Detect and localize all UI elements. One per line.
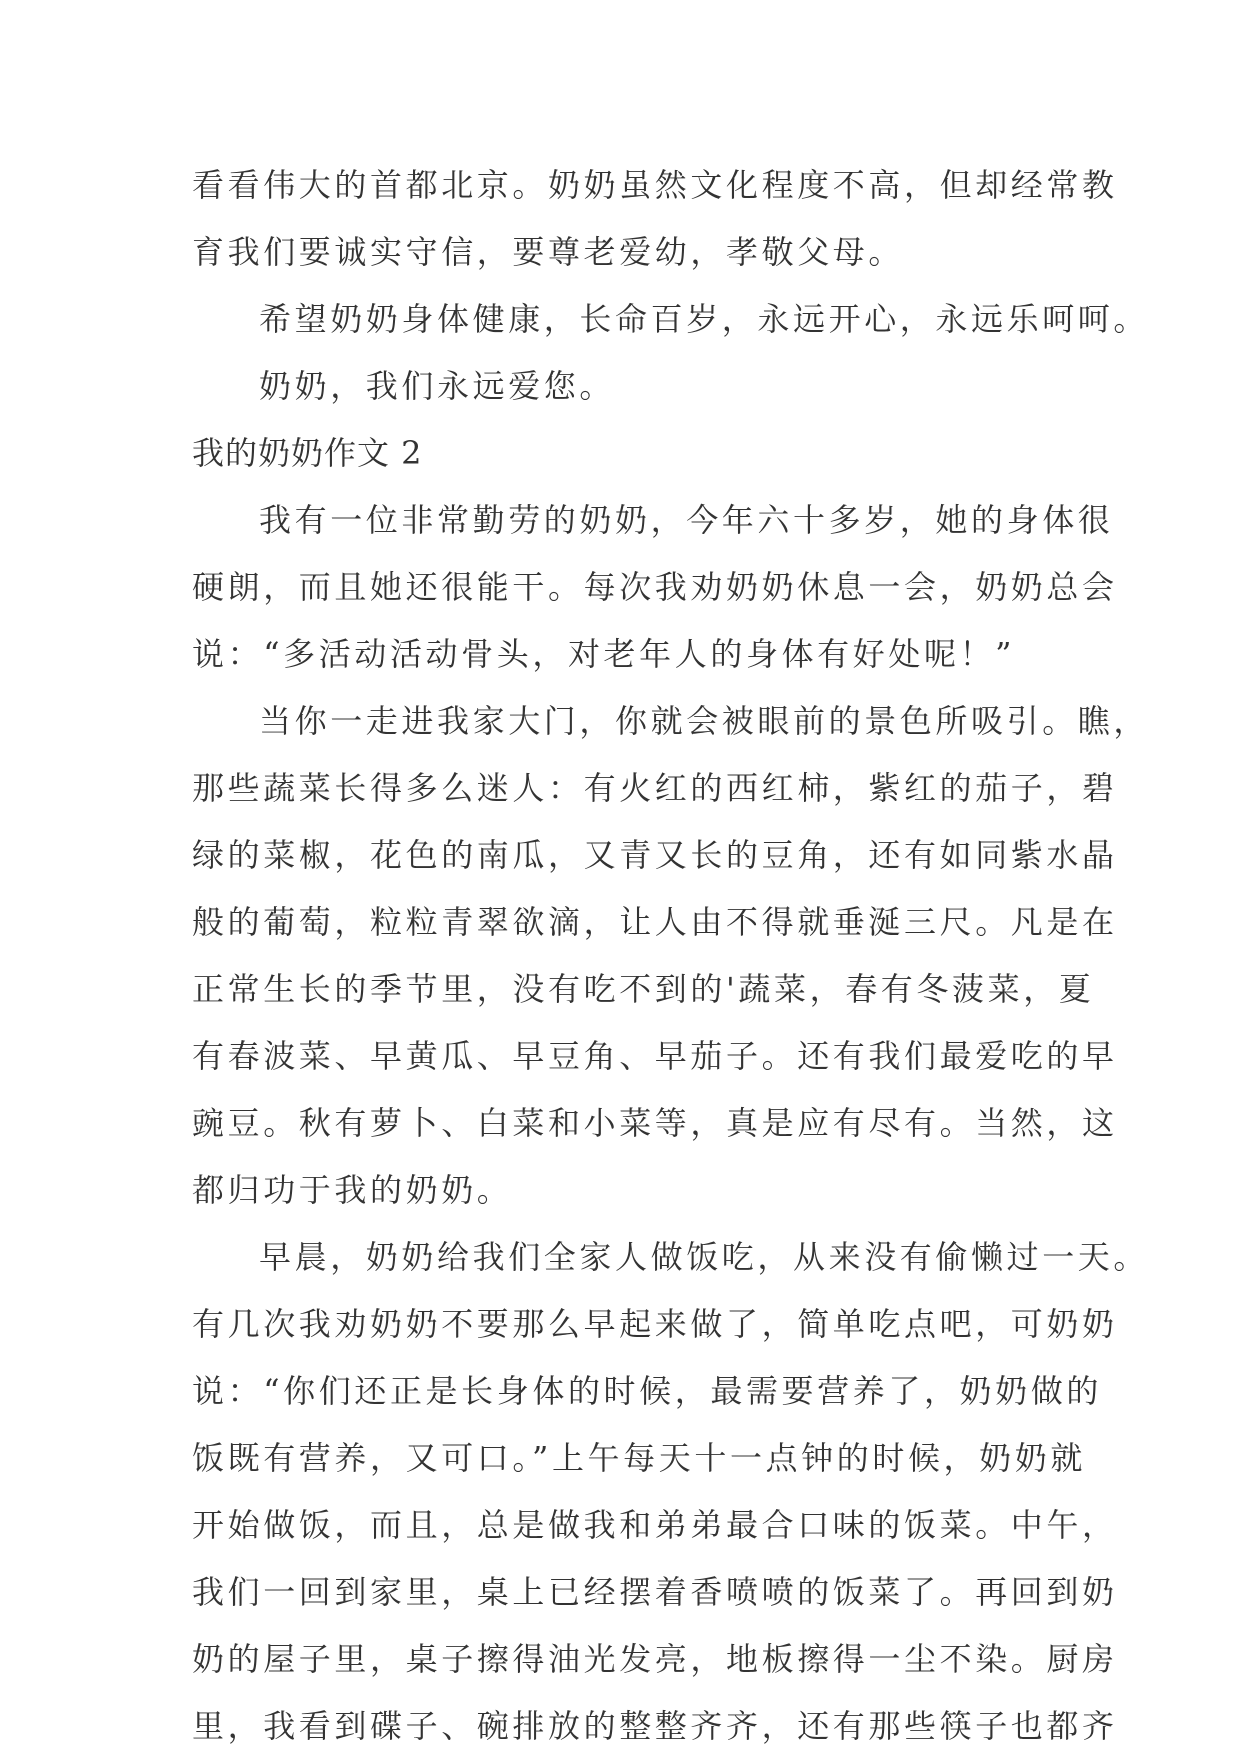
text-line: 有几次我劝奶奶不要那么早起来做了，简单吃点吧，可奶奶 (192, 1305, 1118, 1343)
text-line: 硬朗，而且她还很能干。每次我劝奶奶休息一会，奶奶总会 (192, 568, 1118, 606)
text-line: 育我们要诚实守信，要尊老爱幼，孝敬父母。 (192, 233, 905, 271)
text-line: 看看伟大的首都北京。奶奶虽然文化程度不高，但却经常教 (192, 166, 1118, 204)
text-line: 饭既有营养，又可口。”上午每天十一点钟的时候，奶奶就 (192, 1439, 1086, 1477)
text-line: 我们一回到家里，桌上已经摆着香喷喷的饭菜了。再回到奶 (192, 1573, 1118, 1611)
text-line: 奶奶，我们永远爱您。 (259, 367, 616, 405)
text-line: 希望奶奶身体健康，长命百岁，永远开心，永远乐呵呵。 (259, 300, 1150, 338)
text-line: 般的葡萄，粒粒青翠欲滴，让人由不得就垂涎三尺。凡是在 (192, 903, 1118, 941)
text-line: 奶的屋子里，桌子擦得油光发亮，地板擦得一尘不染。厨房 (192, 1640, 1118, 1678)
section-heading: 我的奶奶作文 2 (192, 434, 423, 472)
text-line: 都归功于我的奶奶。 (192, 1171, 513, 1209)
text-line: 里，我看到碟子、碗排放的整整齐齐，还有那些筷子也都齐 (192, 1707, 1118, 1745)
text-line: 那些蔬菜长得多么迷人：有火红的西红柿，紫红的茄子，碧 (192, 769, 1118, 807)
document-body (192, 152, 1150, 1760)
text-line: 豌豆。秋有萝卜、白菜和小菜等，真是应有尽有。当然，这 (192, 1104, 1118, 1142)
text-line: 早晨，奶奶给我们全家人做饭吃，从来没有偷懒过一天。 (259, 1238, 1150, 1276)
text-line: 说：“多活动活动骨头，对老年人的身体有好处呢！” (192, 635, 1016, 673)
text-line: 有春波菜、早黄瓜、早豆角、早茄子。还有我们最爱吃的早 (192, 1037, 1118, 1075)
text-line: 正常生长的季节里，没有吃不到的'蔬菜，春有冬菠菜，夏 (192, 970, 1095, 1008)
text-line: 我有一位非常勤劳的奶奶，今年六十多岁，她的身体很 (259, 501, 1114, 539)
text-line: 绿的菜椒，花色的南瓜，又青又长的豆角，还有如同紫水晶 (192, 836, 1118, 874)
text-line: 开始做饭，而且，总是做我和弟弟最合口味的饭菜。中午， (192, 1506, 1118, 1544)
text-line: 当你一走进我家大门，你就会被眼前的景色所吸引。瞧， (259, 702, 1150, 740)
text-line: 说：“你们还正是长身体的时候，最需要营养了，奶奶做的 (192, 1372, 1102, 1410)
